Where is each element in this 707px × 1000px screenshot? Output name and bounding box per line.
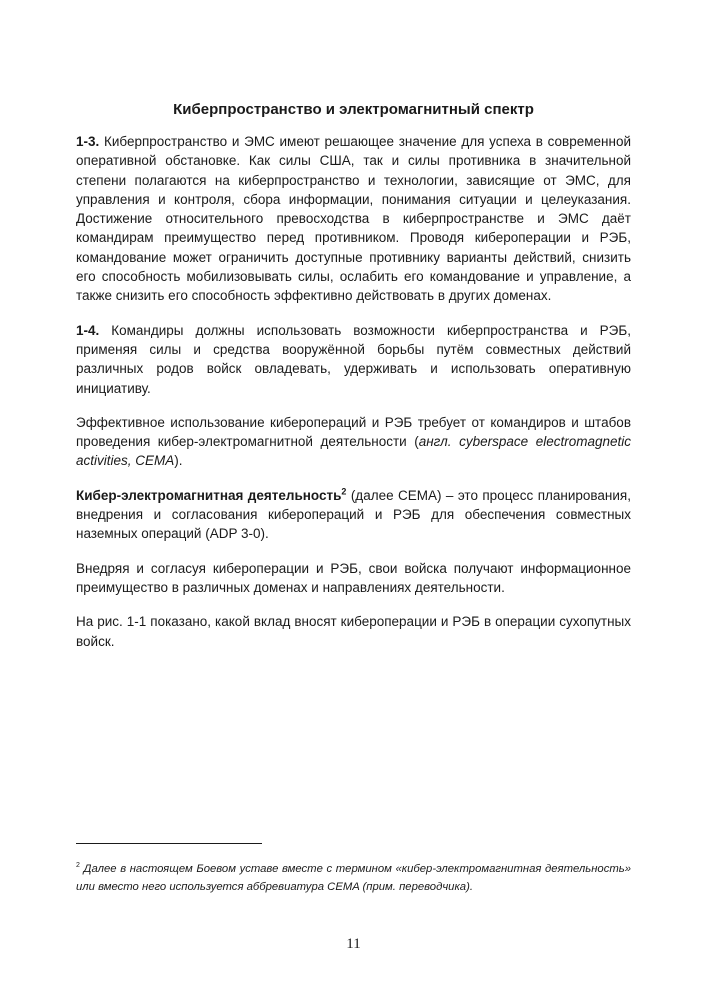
footnote-marker: 2 [76, 862, 80, 870]
paragraph-text: Командиры должны использовать возможности киберпространства и РЭБ, применяя силы и средства вооружённой борьбы путём совместных действий различных родов войск овладевать, удерживать и использовать оперативную инициативу. [76, 322, 631, 396]
paragraph-figure-reference [76, 612, 631, 651]
paragraph-text: На рис. 1-1 показано, какой вклад вносят кибероперации и РЭБ в операции сухопутных войск. [76, 614, 631, 649]
paragraph-text: Киберпространство и ЭМС имеют решающее значение для успеха в современной оперативной обстановке. Как силы США, так и силы противника в значительной степени полагаются на киберпространство и технологии, зависящие от ЭМС, для управления и контроля, сбора информации, понимания ситуации и целеуказания. Достижение относительного превосходства в киберпространстве и ЭМС даёт командирам преимущество перед противником. Проводя кибероперации и РЭБ, командование может ограничить доступные противнику варианты действий, снизить его способность мобилизовывать силы, ослабить его командование и управление, а также снизить его способность эффективно действовать в других доменах. [76, 134, 631, 304]
footnote-reference[interactable]: 2 [341, 486, 347, 497]
paragraph-text: Эффективное использование киберопераций и РЭБ требует от командиров и штабов проведения кибер-электромагнитной деятельности ( [76, 414, 631, 450]
paragraph-number: 1-3. [76, 134, 100, 149]
paragraph-cema-intro [76, 413, 631, 471]
footnote [76, 860, 631, 896]
footnote-text: Далее в настоящем Боевом уставе вместе с термином «кибер-электромагнитная деятельность» или вместо него используется аббревиатура CEMA (прим. переводчика). [76, 863, 631, 893]
english-term: англ. cyberspace electromagnetic activities, CEMA [76, 434, 631, 469]
page-number: 11 [346, 936, 361, 952]
body-text [76, 132, 631, 666]
paragraph-text: (далее CEMA) – это процесс планирования, внедрения и согласования киберопераций и РЭБ для обеспечения совместных наземных операций (ADP 3-0). [76, 487, 631, 542]
paragraph-number: 1-4. [76, 322, 100, 338]
defined-term: Кибер-электромагнитная деятельность [76, 487, 342, 503]
paragraph-text: Внедряя и согласуя кибероперации и РЭБ, свои войска получают информационное преимущество в различных доменах и направлениях деятельности. [76, 560, 631, 595]
section-title: Киберпространство и электромагнитный спектр [173, 101, 534, 118]
paragraph-1-3 [76, 132, 631, 306]
paragraph-text-end: ). [174, 453, 183, 469]
paragraph-cema-definition [76, 486, 631, 544]
footnote-divider [76, 843, 262, 844]
paragraph-1-4 [76, 321, 631, 398]
paragraph-information-advantage [76, 559, 631, 598]
